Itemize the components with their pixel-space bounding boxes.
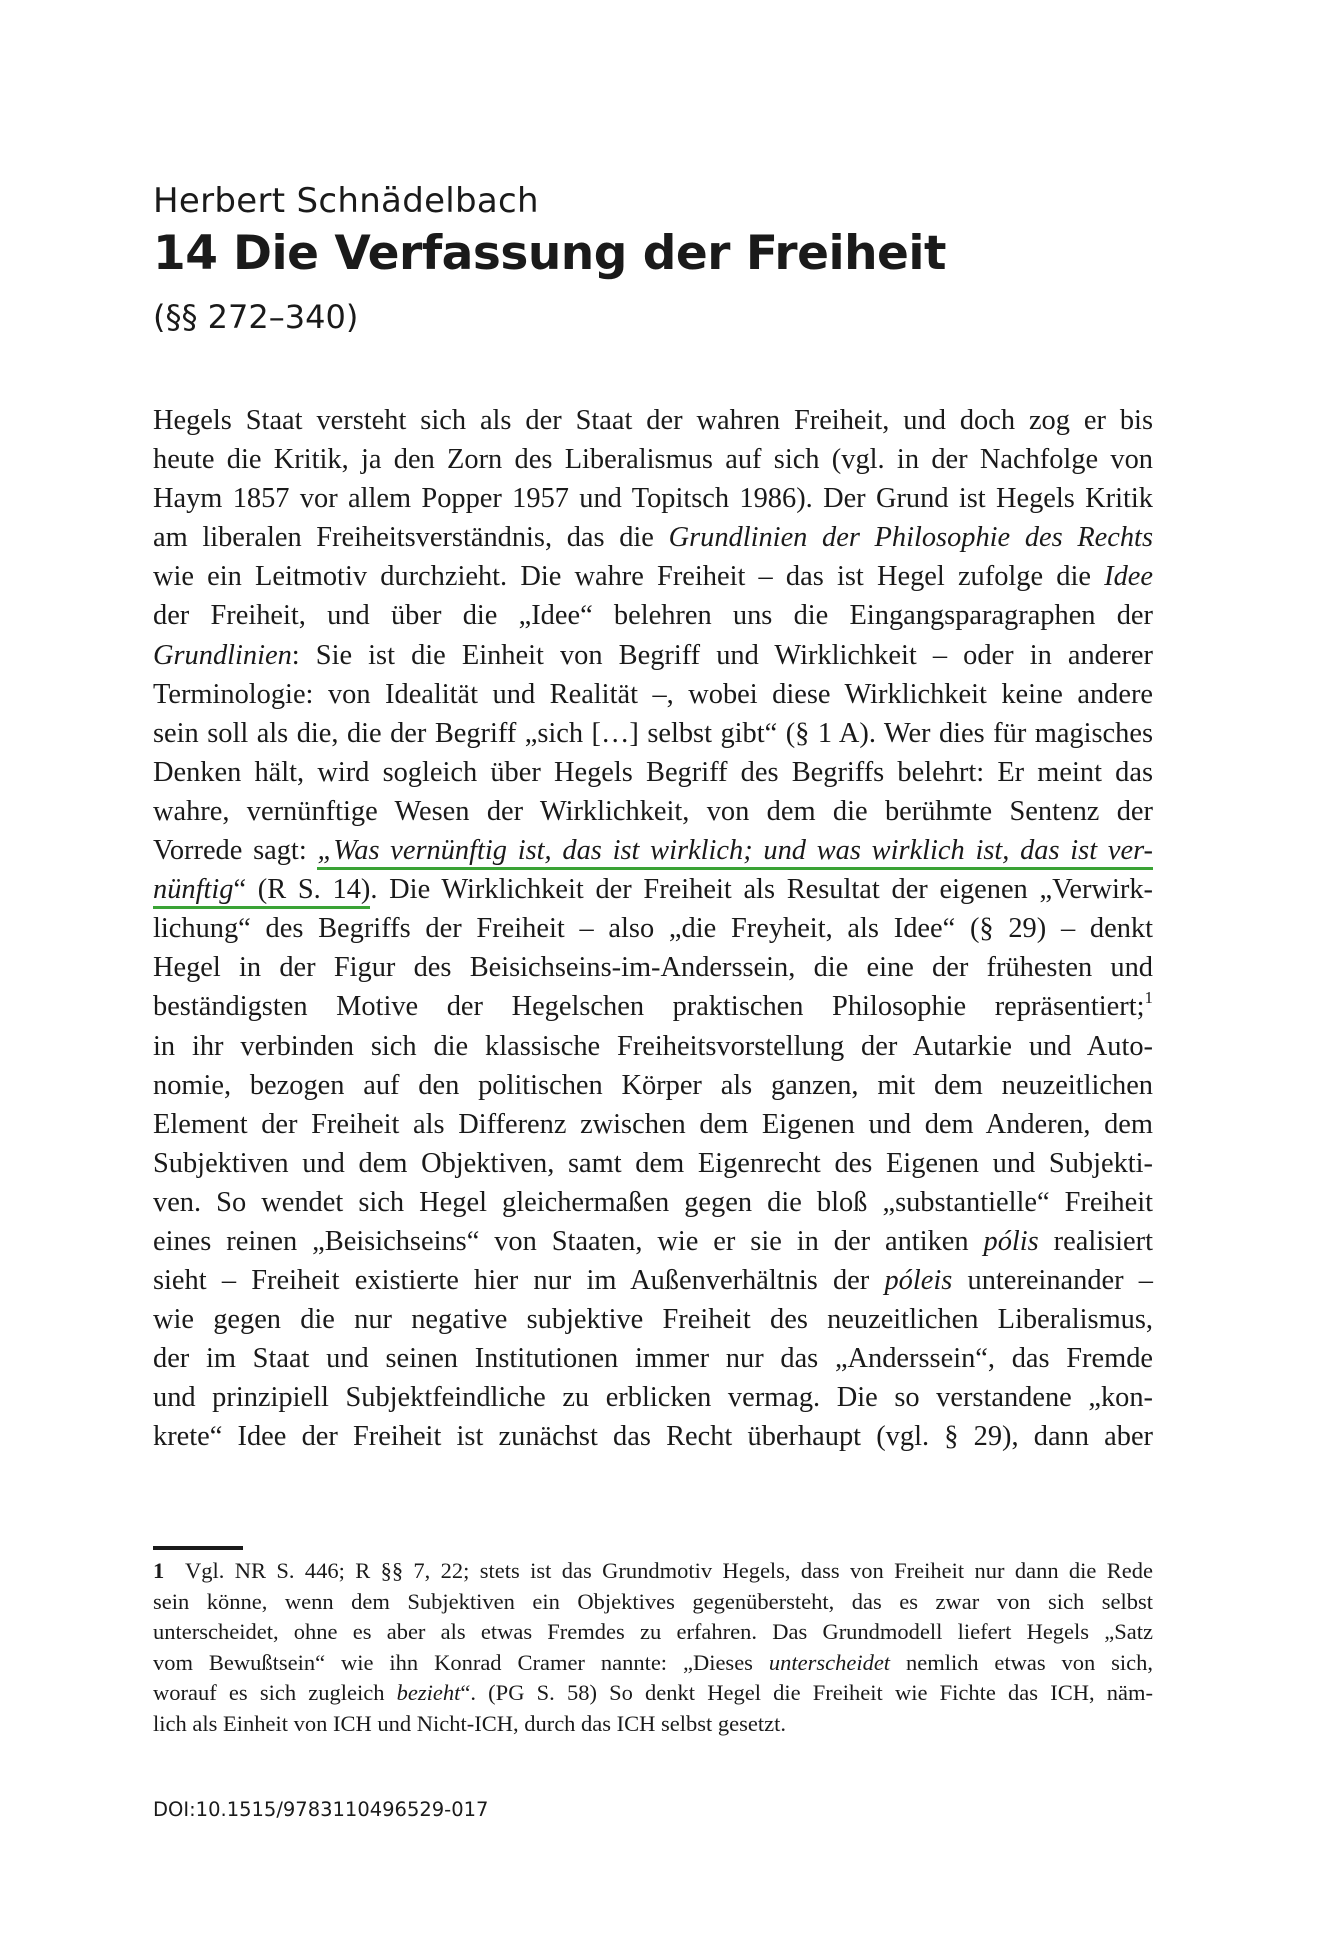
text-line (153, 1066, 1153, 1105)
text-run: sein soll als die, die der Begriff „sich […] selbst gibt“ (§ 1 A). Wer dies für magisches (153, 717, 1153, 749)
text-line (153, 1144, 1153, 1183)
highlighted-quote: nünftig (153, 874, 233, 909)
highlighted-quote: “ (R S. 14) (233, 874, 370, 909)
text-line (153, 987, 1153, 1026)
italic-text: pólis (983, 1225, 1039, 1257)
text-line (153, 1556, 1153, 1587)
text-run: sieht – Freiheit existierte hier nur im Außenverhältnis der (153, 1265, 885, 1297)
text-run: lich als Einheit von ICH und Nicht-ICH, durch das ICH selbst gesetzt. (153, 1710, 787, 1736)
text-run: Hegels Staat versteht sich als der Staat der wahren Freiheit, und doch zog er bis (153, 405, 1153, 436)
italic-text: Grundlinien der Philosophie des Rechts (668, 522, 1153, 554)
text-line (153, 1339, 1153, 1378)
text-run: Element der Freiheit als Differenz zwischen dem Eigenen und dem Anderen, dem (153, 1108, 1153, 1140)
text-line (153, 1378, 1153, 1417)
text-line (153, 1027, 1153, 1066)
text-line (153, 909, 1153, 948)
text-run: Vorrede sagt: (153, 835, 318, 867)
text-run: untereinander – (952, 1265, 1153, 1297)
text-line (153, 1105, 1153, 1144)
text-run: in ihr verbinden sich die klassische Freiheitsvorstellung der Autarkie und Auto- (153, 1030, 1153, 1062)
italic-text: póleis (884, 1265, 953, 1297)
chapter-title (153, 226, 946, 281)
text-line (153, 870, 1153, 909)
text-run: “. (PG S. 58) So denkt Hegel die Freiheit wie Fichte das ICH, näm- (460, 1680, 1154, 1706)
text-line (153, 1678, 1153, 1709)
text-run: heute die Kritik, ja den Zorn des Liberalismus auf sich (vgl. in der Nachfolge von (153, 444, 1153, 476)
text-run: eines reinen „Beisichseins“ von Staaten, wie er sie in der antiken (153, 1225, 984, 1257)
text-line (153, 948, 1153, 987)
text-run: Hegel in der Figur des Beisichseins-im-Anderssein, die eine der frühesten und (153, 952, 1153, 984)
italic-text: bezieht (396, 1680, 461, 1706)
text-run: der im Staat und seinen Institutionen immer nur das „Anderssein“, das Fremde (153, 1343, 1153, 1375)
chapter-title-text: Die Verfassung der Freiheit (233, 226, 947, 281)
text-line (153, 479, 1153, 518)
text-run: und prinzipiell Subjektfeindliche zu erblicken vermag. Die so verstandene „kon- (153, 1382, 1153, 1414)
text-run: vom Bewußtsein“ wie ihn Konrad Cramer nannte: „Dieses (153, 1649, 769, 1675)
text-run: krete“ Idee der Freiheit ist zunächst das Recht überhaupt (vgl. § 29), dann aber (153, 1421, 1153, 1453)
text-run: Vgl. NR S. 446; R §§ 7, 22; stets ist das Grundmotiv Hegels, dass von Freiheit nur dann die Rede (184, 1558, 1154, 1583)
text-run: Denken hält, wird sogleich über Hegels Begriff des Begriffs belehrt: Er meint das (153, 756, 1153, 788)
text-run: lichung“ des Begriffs der Freiheit – also „die Freyheit, als Idee“ (§ 29) – denkt (153, 913, 1153, 945)
text-line (153, 1587, 1153, 1618)
text-run: worauf es sich zugleich (153, 1680, 397, 1706)
text-run: wie gegen die nur negative subjektive Freiheit des neuzeitlichen Liberalismus, (153, 1304, 1153, 1336)
footnote-number: 1 (153, 1558, 185, 1583)
text-run: sein könne, wenn dem Subjektiven ein Objektives gegenübersteht, das es zwar von sich selbst (153, 1588, 1153, 1614)
text-run: realisiert (1038, 1225, 1153, 1257)
text-line (153, 1222, 1153, 1261)
author-name: Herbert Schnädelbach (153, 181, 539, 221)
text-run: wie ein Leitmotiv durchzieht. Die wahre Freiheit – das ist Hegel zufolge die (153, 561, 1105, 593)
text-line (153, 596, 1153, 635)
text-run: Terminologie: von Idealität und Realität –, wobei diese Wirklichkeit keine andere (153, 678, 1153, 710)
text-line (153, 1183, 1153, 1222)
text-line (153, 518, 1153, 557)
text-run: wahre, vernünftige Wesen der Wirklichkeit, von dem die berühmte Sentenz der (153, 795, 1153, 827)
text-line (153, 714, 1153, 753)
chapter-subtitle: (§§ 272–340) (153, 298, 359, 336)
text-line (153, 1617, 1153, 1648)
text-run: beständigsten Motive der Hegelschen praktischen Philosophie repräsentiert; (153, 991, 1145, 1023)
text-run: am liberalen Freiheitsverständnis, das die (153, 522, 669, 554)
text-run: Haym 1857 vor allem Popper 1957 und Topitsch 1986). Der Grund ist Hegels Kritik (153, 483, 1153, 515)
text-line (153, 636, 1153, 675)
footnote (153, 1556, 1153, 1740)
text-run: unterscheidet, ohne es aber als etwas Fremdes zu erfahren. Das Grundmodell liefert Hegels „Satz (153, 1619, 1153, 1645)
text-line (153, 753, 1153, 792)
text-line (153, 440, 1153, 479)
chapter-number: 14 (153, 226, 218, 281)
text-run: . Die Wirklichkeit der Freiheit als Resultat der eigenen „Verwirk- (370, 874, 1153, 906)
body-text (153, 401, 1153, 1457)
text-run: nemlich etwas von sich, (890, 1649, 1154, 1675)
text-line (153, 1261, 1153, 1300)
text-line (153, 1417, 1153, 1456)
text-run: der Freiheit, und über die „Idee“ belehren uns die Eingangsparagraphen der (153, 600, 1153, 632)
text-line (153, 675, 1153, 714)
text-run: nomie, bezogen auf den politischen Körper als ganzen, mit dem neuzeitlichen (153, 1069, 1153, 1101)
italic-text: unterscheidet (768, 1649, 891, 1675)
text-line (153, 557, 1153, 596)
text-run: ven. So wendet sich Hegel gleichermaßen gegen die bloß „substantielle“ Freiheit (153, 1186, 1153, 1218)
text-line (153, 792, 1153, 831)
doi-line: DOI:10.1515/9783110496529-017 (153, 1798, 489, 1821)
footnote-separator (153, 1546, 243, 1550)
text-line (153, 831, 1153, 870)
text-line (153, 1709, 1153, 1740)
italic-text: Idee (1104, 561, 1153, 593)
text-line (153, 1300, 1153, 1339)
footnote-ref: 1 (1144, 988, 1153, 1008)
text-line (153, 401, 1153, 440)
highlighted-quote: „Was vernünftig ist, das ist wirklich; und was wirklich ist, das ist ver- (317, 835, 1153, 870)
text-run: Subjektiven und dem Objektiven, samt dem Eigenrecht des Eigenen und Subjekti- (153, 1147, 1153, 1179)
text-run: : Sie ist die Einheit von Begriff und Wirklichkeit – oder in anderer (291, 639, 1153, 671)
italic-text: Grundlinien (153, 639, 292, 671)
text-line (153, 1648, 1153, 1679)
